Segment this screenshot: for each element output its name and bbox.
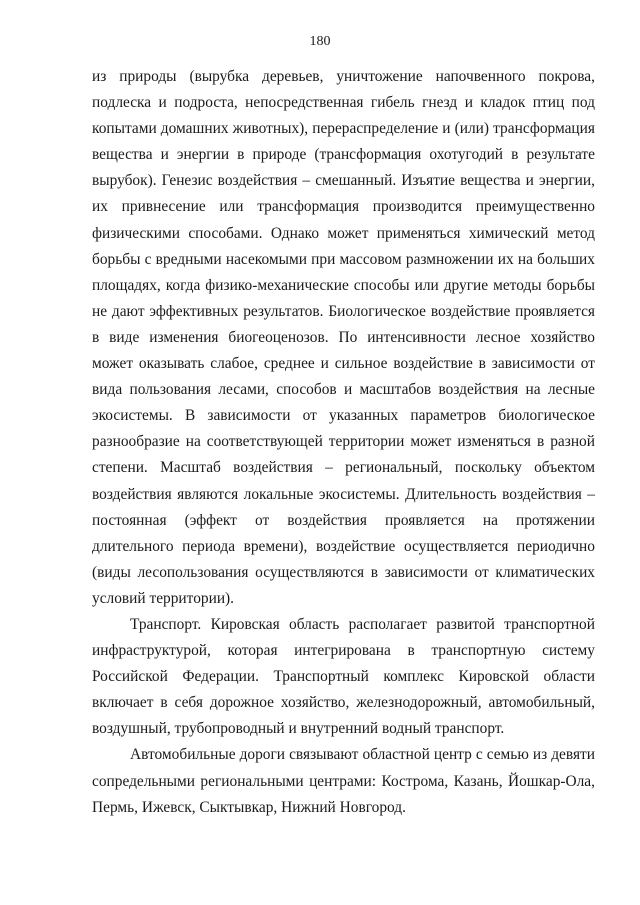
paragraph-transport: Транспорт. Кировская область располагает развитой транспортной инфраструктурой, которая интегрирована в транспортную систему Российской Федерации. Транспортный комплекс Кировской области включает в себя дорожное хозяйство, железнодорожный, автомобильный, воздушный, трубопроводный и внутренний водный транспорт. [92, 615, 595, 738]
paragraph-forestry-impact: из природы (вырубка деревьев, уничтожение напочвенного покрова, подлеска и подроста, непосредственная гибель гнезд и кладок птиц под копытами домашних животных), перераспределение и (или) трансформация вещества и энергии в природе (трансформация охотугодий в результате вырубок). Генезис воздействия – смешанный. Изъятие вещества и энергии, их привнесение или трансформация производится преимущественно физическими способами. Однако может применяться химический метод борьбы с вредными насекомыми при массовом размножении их на больших площадях, когда физико-механические способы или другие методы борьбы не дают эффективных результатов. Биологическое воздействие проявляется в виде изменения биогеоценозов. По интенсивности лесное хозяйство может оказывать слабое, среднее и сильное воздействие в зависимости от вида пользования лесами, способов и масштабов воздействия на лесные экосистемы. В зависимости от указанных параметров биологическое разнообразие на соответствующей территории может изменяться в разной степени. Масштаб воздействия – региональный, поскольку объектом воздействия являются локальные экосистемы. Длительность воздействия – постоянная (эффект от воздействия проявляется на протяжении длительного периода времени), воздействие осуществляется периодично (виды лесопользования осуществляются в зависимости от климатических условий территории). [92, 68, 595, 607]
paragraph-roads: Автомобильные дороги связывают областной центр с семью из девяти сопредельными региональными центрами: Кострома, Казань, Йошкар-Ола, Пермь, Ижевск, Сыктывкар, Нижний Новгород. [92, 746, 595, 816]
body-text [92, 64, 595, 821]
page-number: 180 [309, 34, 331, 49]
